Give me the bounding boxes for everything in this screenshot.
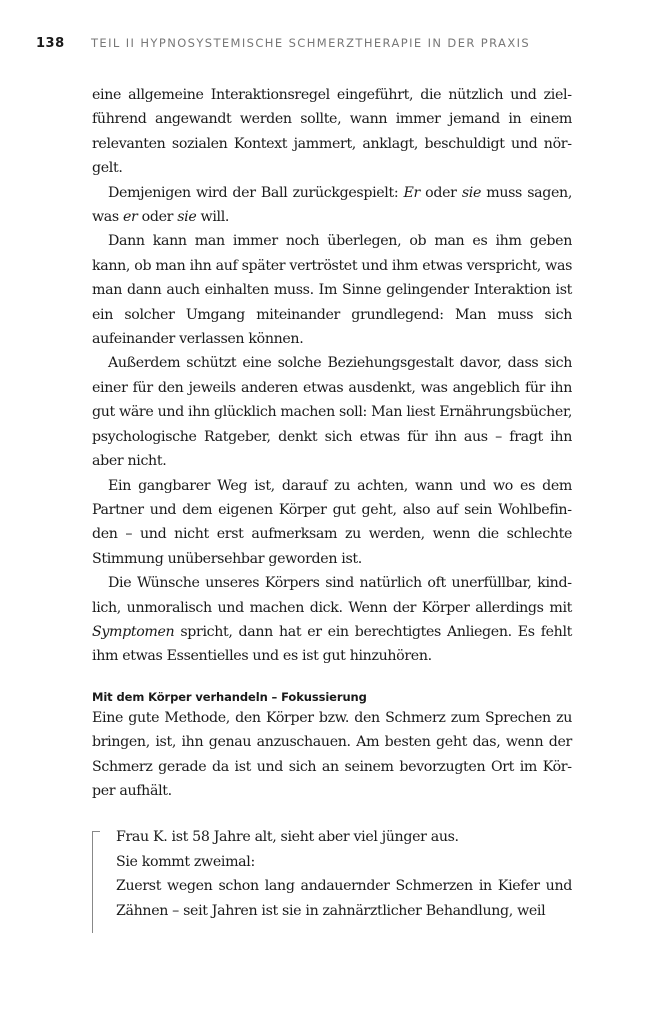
- page-number: 138: [36, 36, 65, 51]
- text-run: muss sagen, was: [92, 184, 572, 226]
- text-run: oder: [419, 184, 462, 201]
- case-example: [92, 825, 572, 923]
- body-text: [92, 83, 572, 923]
- text-run: will.: [196, 209, 230, 226]
- case-line: Zuerst wegen schon lang andauernder Schmerzen in Kiefer und Zähnen – seit Jahren ist sie in zahnärztlicher Behandlung, weil: [116, 878, 572, 919]
- italic-text: er: [123, 209, 138, 226]
- italic-text: Symptomen: [92, 623, 175, 640]
- text-run: Demjenigen wird der Ball zurückgespielt:: [108, 184, 404, 201]
- page-header: [36, 36, 610, 51]
- text-run: oder: [137, 209, 178, 226]
- italic-text: sie: [177, 209, 197, 226]
- paragraph: [92, 571, 572, 669]
- text-run: Außerdem schützt eine solche Beziehungsgestalt davor, dass sich einer für den jeweils anderen etwas ausdenkt, was angeblich für ihn gut wäre und ihn glücklich machen soll: Man liest Ernährungsbücher, psychologische Ratgeber, denkt sich etwas für ihn aus – fragt ihn aber nicht.: [92, 355, 572, 470]
- paragraph: [92, 181, 572, 230]
- italic-text: sie: [461, 184, 481, 201]
- italic-text: Er: [403, 184, 420, 201]
- paragraph: [92, 474, 572, 572]
- paragraph: [92, 351, 572, 473]
- text-run: spricht, dann hat er ein berechtigtes Anliegen. Es fehlt ihm etwas Essentielles und es ist gut hinzuhören.: [92, 623, 572, 665]
- text-run: Die Wünsche unseres Körpers sind natürlich oft unerfüllbar, kindlich, unmoralisch und machen dick. Wenn der Körper allerdings mit: [92, 575, 572, 616]
- section-heading: Mit dem Körper verhandeln – Fokussierung: [92, 689, 367, 704]
- text-run: Dann kann man immer noch überlegen, ob man es ihm geben kann, ob man ihn auf später vertröstet und ihm etwas verspricht, was man dann auch einhalten muss. Im Sinne gelingender Interaktion ist ein solcher Umgang miteinander grundlegend: Man muss sich aufeinander verlassen können.: [92, 233, 572, 348]
- case-line: Sie kommt zweimal:: [116, 853, 255, 870]
- section-paragraph: Eine gute Methode, den Körper bzw. den Schmerz zum Sprechen zu bringen, ist, ihn genau anzuschauen. Am besten geht das, wenn der Schmerz gerade da ist und sich an seinem bevorzugten Ort im Körper aufhält.: [92, 709, 572, 799]
- paragraph: [92, 229, 572, 351]
- case-bracket: [92, 831, 93, 933]
- running-head: TEIL II HYPNOSYSTEMISCHE SCHMERZTHERAPIE IN DER PRAXIS: [91, 36, 531, 50]
- paragraph-list: [92, 83, 572, 669]
- text-run: eine allgemeine Interaktionsregel eingeführt, die nützlich und zielführend angewandt werden sollte, wann immer jemand in einem relevanten sozialen Kontext jammert, anklagt, beschuldigt und nörgelt.: [92, 87, 572, 177]
- text-run: Ein gangbarer Weg ist, darauf zu achten, wann und wo es dem Partner und dem eigenen Körper gut geht, also auf sein Wohlbefinden – und nicht erst aufmerksam zu werden, wenn die schlechte Stimmung unübersehbar geworden ist.: [92, 477, 572, 567]
- case-line: Frau K. ist 58 Jahre alt, sieht aber viel jünger aus.: [116, 829, 459, 846]
- paragraph: [92, 83, 572, 181]
